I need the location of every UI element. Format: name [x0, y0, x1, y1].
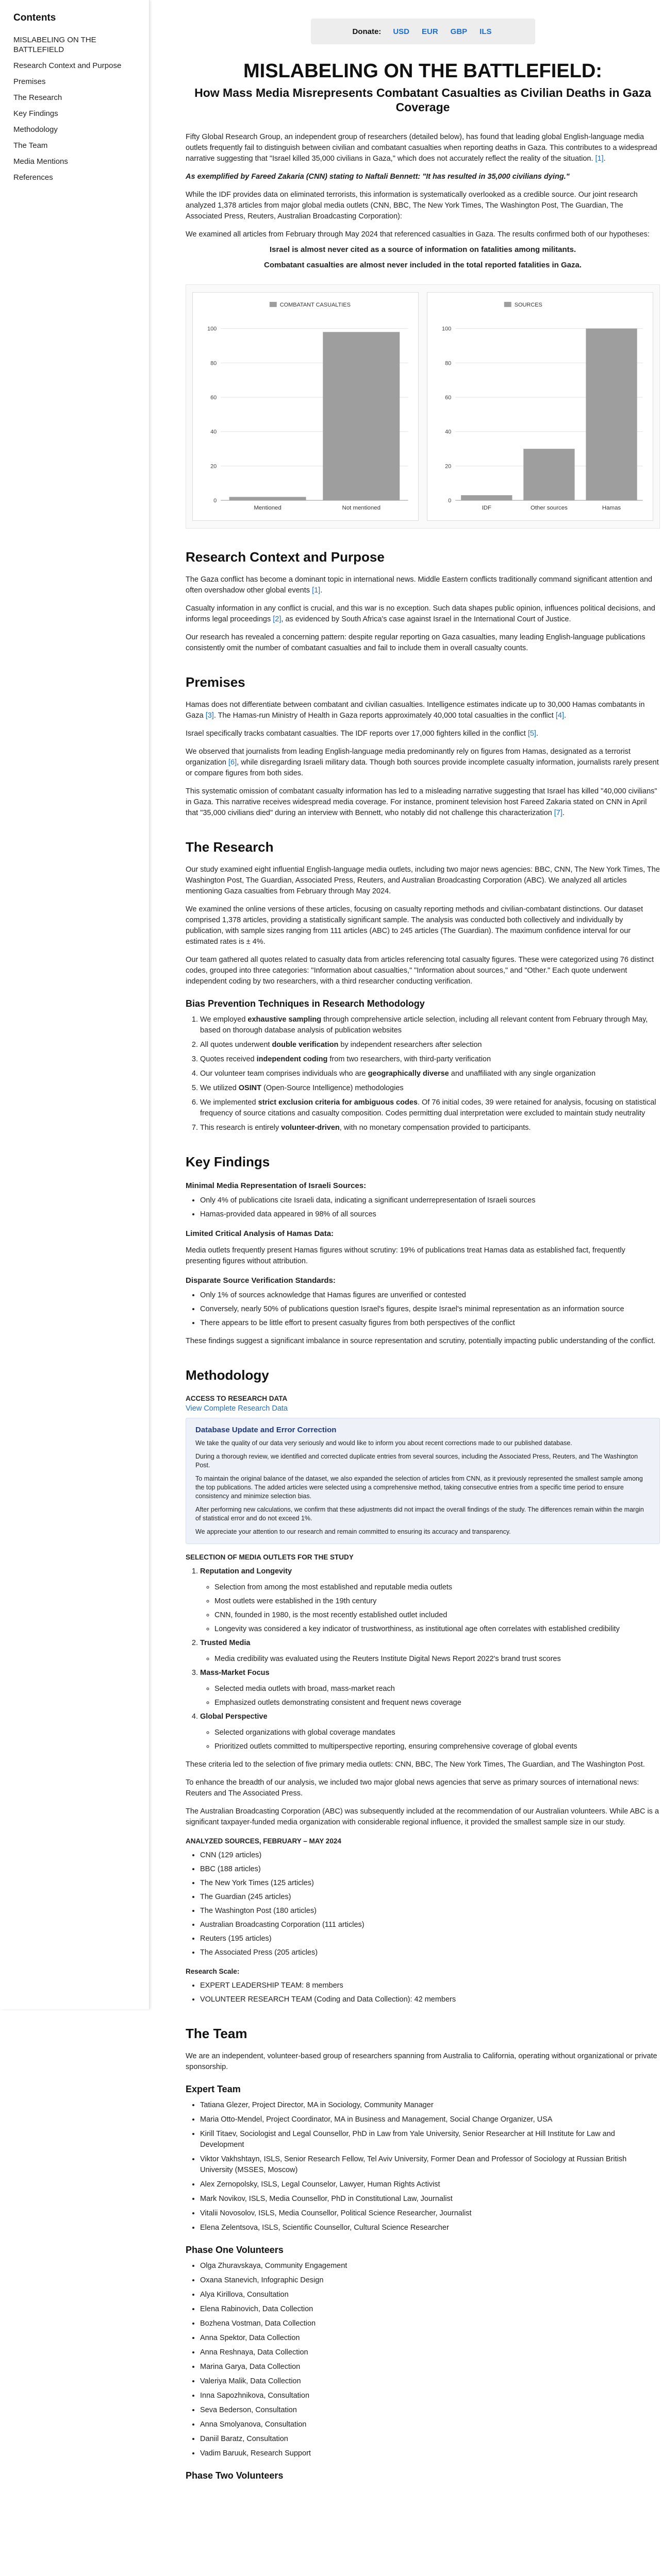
list-item: 7. This research is entirely volunteer-driven, with no monetary compensation provided to participants.: [200, 1123, 660, 1133]
ref-link[interactable]: [2]: [273, 615, 282, 623]
legend-label: COMBATANT CASUALTIES: [279, 301, 351, 308]
expert-team-title: Expert Team: [186, 2084, 241, 2094]
list-item: • Vadim Baruuk, Research Support: [200, 2448, 660, 2459]
section-title-methodology: Methodology: [186, 1367, 269, 1383]
context-paragraph-2: Casualty information in any conflict is crucial, and this war is no exception. Such data shapes public opinion, influences political decisions, and informs legal proceedings [2], as evidenced by South Africa's case against Israel in the International Court of Justice.: [186, 604, 655, 623]
team-paragraph: We are an independent, volunteer-based group of researchers spanning from Australia to California, operating without organizational or private sponsorship.: [186, 2052, 657, 2071]
bar: [586, 329, 637, 500]
ref-link[interactable]: [3]: [205, 711, 214, 720]
y-tick-label: 0: [213, 498, 217, 504]
finding-3-title: Disparate Source Verification Standards:: [186, 1276, 336, 1285]
list-item: • Conversely, nearly 50% of publications question Israel's figures, despite Israel's minimal representation as an information source: [200, 1304, 660, 1315]
list-item: • Australian Broadcasting Corporation (111 articles): [200, 1920, 660, 1930]
ref-link[interactable]: [1]: [312, 586, 321, 595]
donate-bar: [311, 19, 535, 44]
section-title-team: The Team: [186, 2026, 247, 2041]
legend-label: SOURCES: [514, 301, 542, 308]
list-item: • Valeriya Malik, Data Collection: [200, 2376, 660, 2387]
list-item: 2. All quotes underwent double verification by independent researchers after selection: [200, 1040, 660, 1050]
section-title-context: Research Context and Purpose: [186, 549, 385, 565]
list-item: 5. We utilized OSINT (Open-Source Intelligence) methodologies: [200, 1083, 660, 1094]
list-item: • Anna Reshnaya, Data Collection: [200, 2347, 660, 2358]
research-paragraph-3: Our team gathered all quotes related to casualty data from articles referencing total casualty figures. These were categorized using 76 distinct codes, grouped into three categories: "Information about casualties," "Information about sources," and "Other." Each quote underwent independent coding by two researchers, with a third researcher conducting verification.: [186, 956, 654, 986]
list-item: • Oxana Stanevich, Infographic Design: [200, 2275, 660, 2286]
expert-team-list: [186, 2100, 660, 2233]
methodology-paragraph-2: To enhance the breadth of our analysis, we included two major global news agencies that serve as primary sources of international news: Reuters and The Associated Press.: [186, 1778, 639, 1798]
sources-chart-svg: [427, 293, 653, 520]
toc-item-references[interactable]: References: [13, 173, 53, 182]
toc-item-media[interactable]: Media Mentions: [13, 157, 68, 166]
list-item: • Elena Zelentsova, ISLS, Scientific Counsellor, Cultural Science Researcher: [200, 2223, 660, 2233]
toc-list: [13, 35, 149, 182]
selection-title: SELECTION OF MEDIA OUTLETS FOR THE STUDY: [186, 1553, 354, 1561]
finding-2-text: Media outlets frequently present Hamas figures without scrutiny: 19% of publications treat Hamas data as established fact, frequently presenting figures without attribution.: [186, 1246, 625, 1265]
legend-swatch: [504, 302, 511, 307]
toc-item-mislabeling[interactable]: MISLABELING ON THE BATTLEFIELD: [13, 36, 96, 54]
criterion: 2. Trusted Media ◦ Media credibility was evaluated using the Reuters Institute Digital News Report 2022's brand trust scores: [200, 1638, 660, 1665]
list-item: • Inna Sapozhnikova, Consultation: [200, 2391, 660, 2401]
y-tick-label: 0: [448, 498, 452, 504]
y-tick-label: 100: [207, 326, 217, 332]
list-item: ◦ Most outlets were established in the 19th century: [214, 1596, 660, 1607]
notice-paragraph: After performing new calculations, we confirm that these adjustments did not impact the overall findings of the study. The differences remain within the margin of statistical error and do not exceed 1%.: [195, 1506, 644, 1522]
premises-paragraph-4: This systematic omission of combatant casualty information has led to a misleading narrative suggesting that Israel has killed "40,000 civilians" in Gaza. This narrative receives widespread media coverage. For instance, prominent television host Fareed Zakaria stated on CNN in April that "35,000 civilians died" during an interview with Bennett, who notably did not challenge this characterization [7].: [186, 787, 657, 817]
x-tick-label: Mentioned: [254, 505, 282, 512]
toc-item-context[interactable]: Research Context and Purpose: [13, 61, 122, 70]
research-scale-list: [186, 1980, 660, 2005]
context-paragraph-3: Our research has revealed a concerning pattern: despite regular reporting on Gaza casualties, many leading English-language publications consistently omit the number of combatant casualties and fail to include them in overall casualty counts.: [186, 633, 646, 652]
findings-summary: These findings suggest a significant imbalance in source representation and scrutiny, potentially impacting public understanding of the conflict.: [186, 1337, 656, 1345]
section-title-premises: Premises: [186, 674, 245, 690]
y-tick-label: 100: [442, 326, 452, 332]
ref-link[interactable]: [4]: [555, 711, 564, 720]
y-tick-label: 60: [445, 395, 452, 401]
phase-one-list: [186, 2261, 660, 2459]
x-tick-label: IDF: [482, 505, 492, 512]
research-paragraph-1: Our study examined eight influential English-language media outlets, including two major news agencies: BBC, CNN, The New York Times, The Washington Post, The Guardian, Associated Press, Reuters, and Australian Broadcasting Corporation (ABC). We analyzed all articles mentioning Gaza casualties from February through May 2024.: [186, 866, 660, 895]
list-item: • EXPERT LEADERSHIP TEAM: 8 members: [200, 1980, 660, 1991]
finding-2-title: Limited Critical Analysis of Hamas Data:: [186, 1229, 334, 1238]
list-item: • Reuters (195 articles): [200, 1934, 660, 1944]
charts-panel: [186, 284, 660, 529]
combatant-chart-svg: [193, 293, 418, 520]
intro-paragraph-2: While the IDF provides data on eliminated terrorists, this information is systematically overlooked as a credible source. Our joint research analyzed 1,378 articles from major global media outlets (CNN, BBC, The New York Times, The Washington Post, The Guardian, The Associated Press, Reuters, Australian Broadcasting Corporation):: [186, 191, 638, 221]
premises-paragraph-1: Hamas does not differentiate between combatant and civilian casualties. Intelligence estimates indicate up to 30,000 Hamas combatants in Gaza [3]. The Hamas-run Ministry of Health in Gaza reports approximately 40,000 total casualties in the conflict [4].: [186, 701, 645, 720]
list-item: ◦ CNN, founded in 1980, is the most recently established outlet included: [214, 1610, 660, 1621]
table-of-contents: [0, 0, 150, 2009]
list-item: ◦ Emphasized outlets demonstrating consistent and frequent news coverage: [214, 1698, 660, 1708]
notice-paragraph: To maintain the original balance of the dataset, we also expanded the selection of articles from CNN, as it previously represented the smallest sample among the top publications. The added articles were selected using a comprehensive method, taking consecutive entries from a specific time period to ensure consistency and minimize selection bias.: [195, 1475, 643, 1500]
toc-item-premises[interactable]: Premises: [13, 77, 46, 86]
donate-gbp-link[interactable]: GBP: [450, 27, 468, 36]
research-scale-title: Research Scale:: [186, 1968, 240, 1975]
list-item: • Bozhena Vostman, Data Collection: [200, 2318, 660, 2329]
notice-paragraph: We take the quality of our data very seriously and would like to inform you about recent corrections made to our published database.: [195, 1439, 572, 1447]
section-title-findings: Key Findings: [186, 1154, 270, 1170]
ref-link[interactable]: [6]: [228, 758, 237, 767]
list-item: • Marina Garya, Data Collection: [200, 2362, 660, 2372]
finding-3-list: [186, 1290, 660, 1329]
ref-link[interactable]: [1]: [595, 155, 604, 163]
context-paragraph-1: The Gaza conflict has become a dominant topic in international news. Middle Eastern conflicts traditionally command significant attention and often overshadow other global events [1].: [186, 575, 653, 595]
list-item: • Only 4% of publications cite Israeli data, indicating a significant underrepresentation of Israeli sources: [200, 1195, 660, 1206]
y-tick-label: 20: [445, 463, 452, 470]
list-item: • CNN (129 articles): [200, 1850, 660, 1861]
x-tick-label: Other sources: [530, 505, 568, 512]
criterion: 4. Global Perspective ◦ Selected organizations with global coverage mandates ◦ Prioritized outlets committed to multiperspective reporting, ensuring comprehensive coverage of global events: [200, 1711, 660, 1752]
y-tick-label: 20: [210, 463, 217, 470]
list-item: ◦ Prioritized outlets committed to multiperspective reporting, ensuring comprehensive coverage of global events: [214, 1741, 660, 1752]
bias-list: [186, 1014, 660, 1133]
database-update-notice: [186, 1418, 660, 1544]
methodology-paragraph-1: These criteria led to the selection of five primary media outlets: CNN, BBC, The New York Times, The Guardian, and The Washington Post.: [186, 1760, 645, 1769]
finding-1-list: [186, 1195, 660, 1220]
list-item: • Viktor Vakhshtayn, ISLS, Senior Research Fellow, Tel Aviv University, Former Dean and Professor of Sociology at Russian British University (MSSES, Moscow): [200, 2154, 660, 2176]
sources-chart: [427, 292, 653, 521]
selection-criteria-list: [186, 1566, 660, 1752]
legend-swatch: [270, 302, 277, 307]
list-item: 4. Our volunteer team comprises individuals who are geographically diverse and unaffiliated with any single organization: [200, 1069, 660, 1079]
access-data-title: ACCESS TO RESEARCH DATA: [186, 1395, 288, 1402]
intro-paragraph-3: We examined all articles from February through May 2024 that referenced casualties in Gaza. The results confirmed both of our hypotheses:: [186, 230, 650, 239]
donate-ils-link[interactable]: ILS: [479, 27, 492, 36]
list-item: • Anna Spektor, Data Collection: [200, 2333, 660, 2344]
notice-title: Database Update and Error Correction: [195, 1426, 337, 1434]
list-item: • The New York Times (125 articles): [200, 1878, 660, 1889]
toc-item-team[interactable]: The Team: [13, 141, 48, 150]
toc-item-methodology[interactable]: Methodology: [13, 125, 58, 134]
analyzed-sources-title: ANALYZED SOURCES, FEBRUARY – MAY 2024: [186, 1837, 341, 1845]
list-item: • Seva Bederson, Consultation: [200, 2405, 660, 2416]
list-item: ◦ Longevity was considered a key indicator of trustworthiness, as institutional age often correlates with established credibility: [214, 1624, 660, 1635]
premises-paragraph-3: We observed that journalists from leading English-language media predominantly rely on figures from Hamas, designated as a terrorist organization [6], while disregarding Israeli military data. Though both sources provide incomplete casualty information, journalists rarely present or compare figures from both sides.: [186, 748, 659, 777]
list-item: • Hamas-provided data appeared in 98% of all sources: [200, 1209, 660, 1220]
view-research-data-link[interactable]: View Complete Research Data: [186, 1404, 288, 1413]
x-tick-label: Hamas: [602, 505, 621, 512]
list-item: ◦ Selected media outlets with broad, mass-market reach: [214, 1684, 660, 1694]
bar: [323, 332, 400, 500]
list-item: ◦ Media credibility was evaluated using the Reuters Institute Digital News Report 2022's brand trust scores: [214, 1654, 660, 1665]
list-item: • Elena Rabinovich, Data Collection: [200, 2304, 660, 2315]
list-item: • BBC (188 articles): [200, 1864, 660, 1875]
phase-two-title: Phase Two Volunteers: [186, 2470, 284, 2481]
list-item: • There appears to be little effort to present casualty figures from both perspectives of the conflict: [200, 1318, 660, 1329]
list-item: • Tatiana Glezer, Project Director, MA in Sociology, Community Manager: [200, 2100, 660, 2111]
x-tick-label: Not mentioned: [342, 505, 380, 512]
list-item: • Anna Smolyanova, Consultation: [200, 2419, 660, 2430]
list-item: • The Washington Post (180 articles): [200, 1906, 660, 1917]
criterion: 3. Mass-Market Focus ◦ Selected media outlets with broad, mass-market reach ◦ Emphasized outlets demonstrating consistent and frequent news coverage: [200, 1668, 660, 1708]
research-paragraph-2: We examined the online versions of these articles, focusing on casualty reporting methods and civilian-combatant distinctions. Our dataset comprised 1,378 articles, providing a statistically significant sample. The analysis was conducted both collectively and individually by publication, with sample sizes ranging from 111 articles (ABC) to 245 articles (The Guardian). The maximum confidence interval for our estimated rates is ± 4%.: [186, 905, 643, 946]
phase-one-title: Phase One Volunteers: [186, 2245, 284, 2255]
criterion: 1. Reputation and Longevity ◦ Selection from among the most established and reputable media outlets ◦ Most outlets were established in the 19th century ◦ CNN, founded in 1980, is the most recently established outlet included ◦ Longevity was considered a key indicator of trustworthiness, as institutional age often correlates with established credibility: [200, 1566, 660, 1635]
list-item: • VOLUNTEER RESEARCH TEAM (Coding and Data Collection): 42 members: [200, 1994, 660, 2005]
notice-paragraph: We appreciate your attention to our research and remain committed to ensuring its accuracy and transparency.: [195, 1528, 511, 1535]
list-item: ◦ Selected organizations with global coverage mandates: [214, 1727, 660, 1738]
list-item: • The Guardian (245 articles): [200, 1892, 660, 1903]
premises-paragraph-2: Israel specifically tracks combatant casualties. The IDF reports over 17,000 fighters killed in the conflict [5].: [186, 730, 538, 738]
hypothesis-2: Combatant casualties are almost never included in the total reported fatalities in Gaza.: [264, 261, 582, 269]
list-item: • Maria Otto-Mendel, Project Coordinator, MA in Business and Management, Social Change Organizer, USA: [200, 2114, 660, 2125]
toc-item-research[interactable]: The Research: [13, 93, 62, 102]
toc-item-findings[interactable]: Key Findings: [13, 109, 58, 118]
list-item: ◦ Selection from among the most established and reputable media outlets: [214, 1582, 660, 1593]
combatant-casualties-chart: [192, 292, 419, 521]
list-item: • Daniil Baratz, Consultation: [200, 2434, 660, 2445]
y-tick-label: 80: [445, 360, 452, 367]
intro-paragraph-1: Fifty Global Research Group, an independent group of researchers (detailed below), has found that leading global English-language media outlets frequently fail to distinguish between civilian and combatant casualties when reporting deaths in Gaza. This contributes to a widespread narrative suggesting that "Israel killed 35,000 civilians in Gaza," which does not accurately reflect the reality of the situation. [1].: [186, 133, 657, 163]
donate-usd-link[interactable]: USD: [393, 27, 409, 36]
y-tick-label: 60: [210, 395, 217, 401]
list-item: • Mark Novikov, ISLS, Media Counsellor, PhD in Constitutional Law, Journalist: [200, 2194, 660, 2205]
y-tick-label: 80: [210, 360, 217, 367]
page-title: MISLABELING ON THE BATTLEFIELD:: [243, 60, 602, 82]
bar: [229, 497, 306, 501]
bias-prevention-title: Bias Prevention Techniques in Research Methodology: [186, 998, 425, 1009]
list-item: 6. We implemented strict exclusion criteria for ambiguous codes. Of 76 initial codes, 39 were retained for analysis, focusing on statistical frequency of source citations and casualty composition. Codes permitting dual interpretation were excluded to maintain study neutrality: [200, 1097, 660, 1119]
list-item: • Only 1% of sources acknowledge that Hamas figures are unverified or contested: [200, 1290, 660, 1301]
list-item: • Alex Zernopolsky, ISLS, Legal Counselor, Lawyer, Human Rights Activist: [200, 2179, 660, 2190]
list-item: • Olga Zhuravskaya, Community Engagement: [200, 2261, 660, 2272]
ref-link[interactable]: [5]: [527, 730, 536, 738]
list-item: • Vitalii Novosolov, ISLS, Media Counsellor, Political Science Researcher, Journalist: [200, 2208, 660, 2219]
list-item: 3. Quotes received independent coding from two researchers, with third-party verification: [200, 1054, 660, 1065]
contents-title: Contents: [13, 12, 56, 23]
section-title-research: The Research: [186, 839, 274, 855]
list-item: • Alya Kirillova, Consultation: [200, 2290, 660, 2300]
analyzed-sources-list: [186, 1850, 660, 1958]
donate-eur-link[interactable]: EUR: [421, 27, 438, 36]
finding-1-title: Minimal Media Representation of Israeli Sources:: [186, 1181, 367, 1190]
bar: [523, 449, 574, 500]
list-item: • Kirill Titaev, Sociologist and Legal Counsellor, PhD in Law from Yale University, Senior Researcher at Hill Institute for Law and Development: [200, 2129, 660, 2150]
zakaria-quote: As exemplified by Fareed Zakaria (CNN) stating to Naftali Bennett: "It has resulted in 35,000 civilians dying.": [186, 173, 570, 181]
notice-paragraph: During a thorough review, we identified and corrected duplicate entries from several sources, including the Associated Press, Reuters, and The Washington Post.: [195, 1453, 638, 1469]
methodology-paragraph-3: The Australian Broadcasting Corporation (ABC) was subsequently included at the recommendation of our Australian volunteers. While ABC is a significant taxpayer-funded media organization with considerable regional influence, it provided the smallest sample size in our study.: [186, 1807, 659, 1826]
donate-label: Donate:: [352, 27, 382, 36]
hypothesis-1: Israel is almost never cited as a source of information on fatalities among militants.: [269, 245, 576, 254]
list-item: 1. We employed exhaustive sampling through comprehensive article selection, including all relevant content from February through May, based on thorough database analysis of publication websites: [200, 1014, 660, 1036]
page-subtitle: How Mass Media Misrepresents Combatant Casualties as Civilian Deaths in Gaza Coverage: [194, 86, 651, 114]
y-tick-label: 40: [210, 429, 217, 435]
list-item: • The Associated Press (205 articles): [200, 1947, 660, 1958]
y-tick-label: 40: [445, 429, 452, 435]
article: [186, 0, 660, 2481]
ref-link[interactable]: [7]: [554, 809, 562, 817]
bar: [461, 495, 512, 500]
